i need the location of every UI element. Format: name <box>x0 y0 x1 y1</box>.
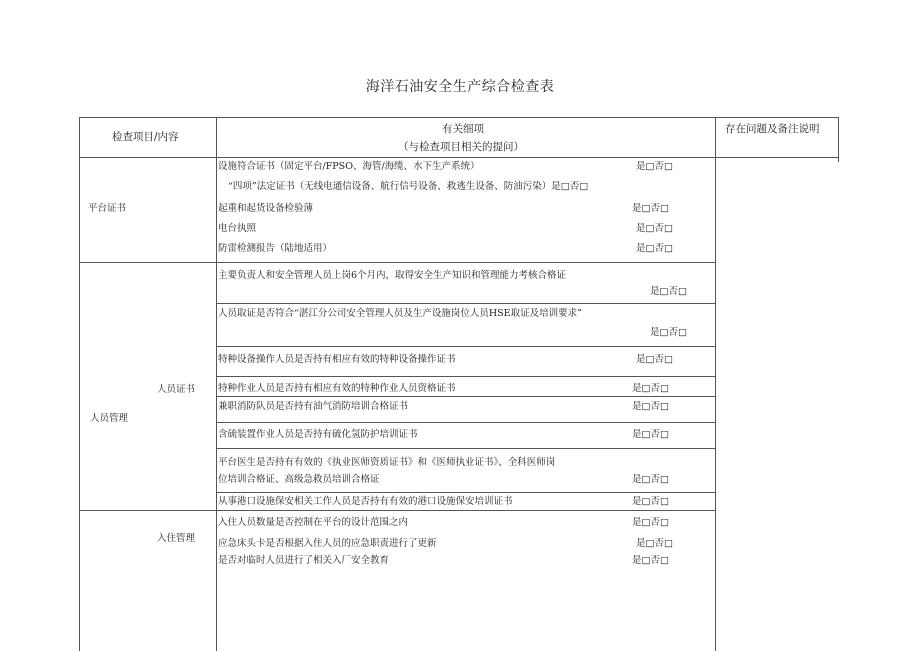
checklist-item: 设施符合证书（固定平台/FPSO、海管/海缆、水下生产系统） <box>218 161 480 172</box>
checklist-item: “四项”法定证书（无线电通信设备、航行信号设备、救逃生设备、防油污染）是□否□ <box>228 181 589 192</box>
yes-no-checkbox[interactable]: 是□否□ <box>636 538 673 549</box>
checklist-item: 入住人员数量是否控制在平台的设计范围之内 <box>218 517 409 528</box>
checklist-item: 从事港口设施保安相关工作人员是否持有有效的港口设施保安培训证书 <box>218 496 513 507</box>
row-divider <box>216 492 715 493</box>
page-title: 海洋石油安全生产综合检查表 <box>365 79 555 95</box>
yes-no-checkbox[interactable]: 是□否□ <box>632 203 669 214</box>
section-label-platform-cert: 平台证书 <box>88 203 127 214</box>
yes-no-checkbox[interactable]: 是□否□ <box>632 474 669 485</box>
header-details: 有关细项 <box>442 123 484 135</box>
yes-no-checkbox[interactable]: 是□否□ <box>636 243 673 254</box>
row-divider <box>216 303 715 304</box>
table-top-border <box>79 117 838 118</box>
checklist-item: 人员取证是否符合“湛江分公司安全管理人员及生产设施岗位人员HSE取证及培训要求” <box>218 308 582 319</box>
column-divider <box>715 117 716 651</box>
checklist-item: 起重和起货设备检验薄 <box>218 203 314 214</box>
section-divider <box>79 262 715 263</box>
checklist-item: 应急床头卡是否根据入住人员的应急职责进行了更新 <box>218 538 437 549</box>
yes-no-checkbox[interactable]: 是□否□ <box>650 286 687 297</box>
column-divider <box>216 117 217 651</box>
header-bottom-border <box>79 157 838 158</box>
row-divider <box>216 376 715 377</box>
section-label-accommodation: 入住管理 <box>157 533 196 544</box>
checklist-item: 电台执照 <box>218 223 257 234</box>
section-divider <box>79 510 715 511</box>
table-right-border <box>838 117 839 162</box>
yes-no-checkbox[interactable]: 是□否□ <box>632 383 669 394</box>
yes-no-checkbox[interactable]: 是□否□ <box>632 401 669 412</box>
yes-no-checkbox[interactable]: 是□否□ <box>636 223 673 234</box>
row-divider <box>216 422 715 423</box>
yes-no-checkbox[interactable]: 是□否□ <box>636 161 673 172</box>
yes-no-checkbox[interactable]: 是□否□ <box>632 496 669 507</box>
section-label-personnel-mgmt: 人员管理 <box>90 413 129 424</box>
checklist-item: 是否对临时人员进行了相关入厂安全教育 <box>218 555 390 566</box>
checklist-item: 防雷检测报告（陆地适用） <box>218 243 333 254</box>
row-divider <box>216 448 715 449</box>
header-item-content: 检查项目/内容 <box>112 131 179 143</box>
yes-no-checkbox[interactable]: 是□否□ <box>636 354 673 365</box>
checklist-item: 位培训合格证、高级急救员培训合格证 <box>218 474 380 485</box>
checklist-item: 主要负责人和安全管理人员上岗6个月内，取得安全生产知识和管理能力考核合格证 <box>218 270 567 281</box>
header-details-sub: （与检查项目相关的提问） <box>398 141 524 153</box>
section-label-personnel-cert: 人员证书 <box>157 384 196 395</box>
row-divider <box>216 396 715 397</box>
checklist-item: 特种作业人员是否持有相应有效的特种作业人员资格证书 <box>218 383 456 394</box>
checklist-item: 含硫装置作业人员是否持有硫化氢防护培训证书 <box>218 429 418 440</box>
header-remarks: 存在问题及备注说明 <box>725 123 820 135</box>
checklist-item: 特种设备操作人员是否持有相应有效的特种设备操作证书 <box>218 354 456 365</box>
checklist-item: 平台医生是否持有有效的《执业医师资质证书》和《医师执业证书》、全科医师岗 <box>218 457 556 468</box>
row-divider <box>216 346 715 347</box>
yes-no-checkbox[interactable]: 是□否□ <box>632 555 669 566</box>
checklist-item: 兼职消防队员是否持有油气消防培训合格证书 <box>218 401 409 412</box>
table-left-border <box>79 117 80 651</box>
yes-no-checkbox[interactable]: 是□否□ <box>632 517 669 528</box>
yes-no-checkbox[interactable]: 是□否□ <box>650 327 687 338</box>
yes-no-checkbox[interactable]: 是□否□ <box>632 429 669 440</box>
